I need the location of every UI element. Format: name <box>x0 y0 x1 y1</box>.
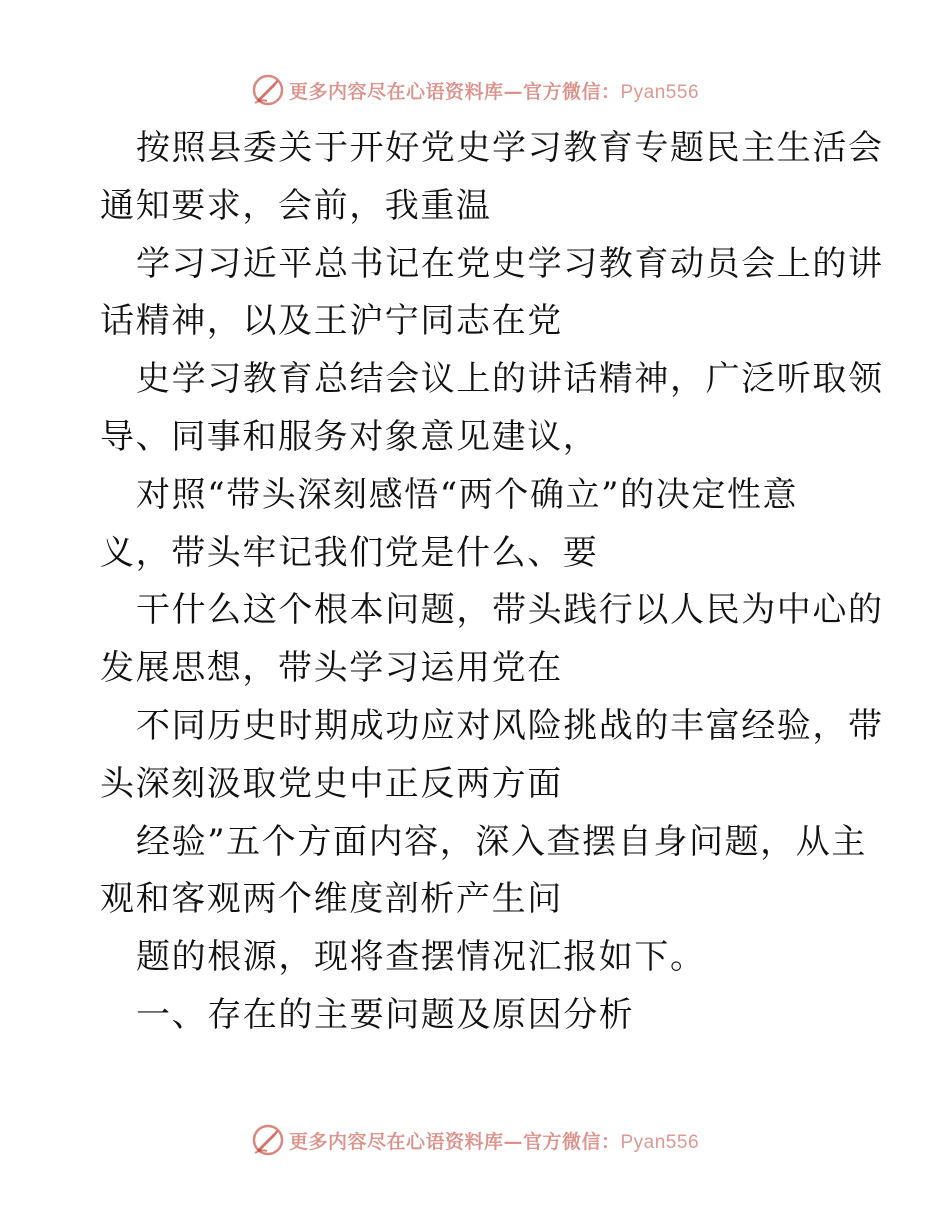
footer-watermark <box>0 1120 950 1160</box>
paragraph-line: 经验”五个方面内容，深入查摆自身问题，从主 <box>136 821 867 862</box>
paragraph-line: 话精神，以及王沪宁同志在党 <box>100 301 563 342</box>
pen-logo-icon <box>251 1123 285 1157</box>
section-heading: 一、存在的主要问题及原因分析 <box>136 994 635 1035</box>
paragraph-line: 发展思想，带头学习运用党在 <box>100 648 563 689</box>
paragraph-line: 通知要求，会前，我重温 <box>100 185 492 226</box>
wechat-id: Pyan556 <box>620 81 700 103</box>
paragraph-line: 按照县委关于开好党史学习教育专题民主生活会 <box>136 128 884 168</box>
paragraph-line: 对照“带头深刻感悟“两个确立”的决定性意 <box>136 474 799 515</box>
paragraph-line: 干什么这个根本问题，带头践行以人民为中心的 <box>136 590 884 631</box>
watermark-text: 更多内容尽在心语资料库—官方微信：Pyan556 <box>288 80 700 103</box>
document-body <box>100 120 884 1045</box>
paragraph-line: 题的根源，现将查摆情况汇报如下。 <box>136 937 706 978</box>
pen-logo-icon <box>251 73 285 107</box>
watermark-text: 更多内容尽在心语资料库—官方微信：Pyan556 <box>288 1130 700 1153</box>
paragraph-line: 学习习近平总书记在党史学习教育动员会上的讲 <box>136 243 884 284</box>
paragraph-line: 义，带头牢记我们党是什么、要 <box>100 532 599 573</box>
paragraph-line: 导、同事和服务对象意见建议， <box>100 416 599 457</box>
wechat-id: Pyan556 <box>620 1131 700 1153</box>
paragraph-line: 不同历史时期成功应对风险挑战的丰富经验，带 <box>136 705 884 746</box>
paragraph-line: 头深刻汲取党史中正反两方面 <box>100 763 563 804</box>
paragraph-line: 观和客观两个维度剖析产生问 <box>100 879 563 920</box>
header-watermark <box>0 70 950 110</box>
paragraph-line: 史学习教育总结会议上的讲话精神，广泛听取领 <box>136 359 884 400</box>
